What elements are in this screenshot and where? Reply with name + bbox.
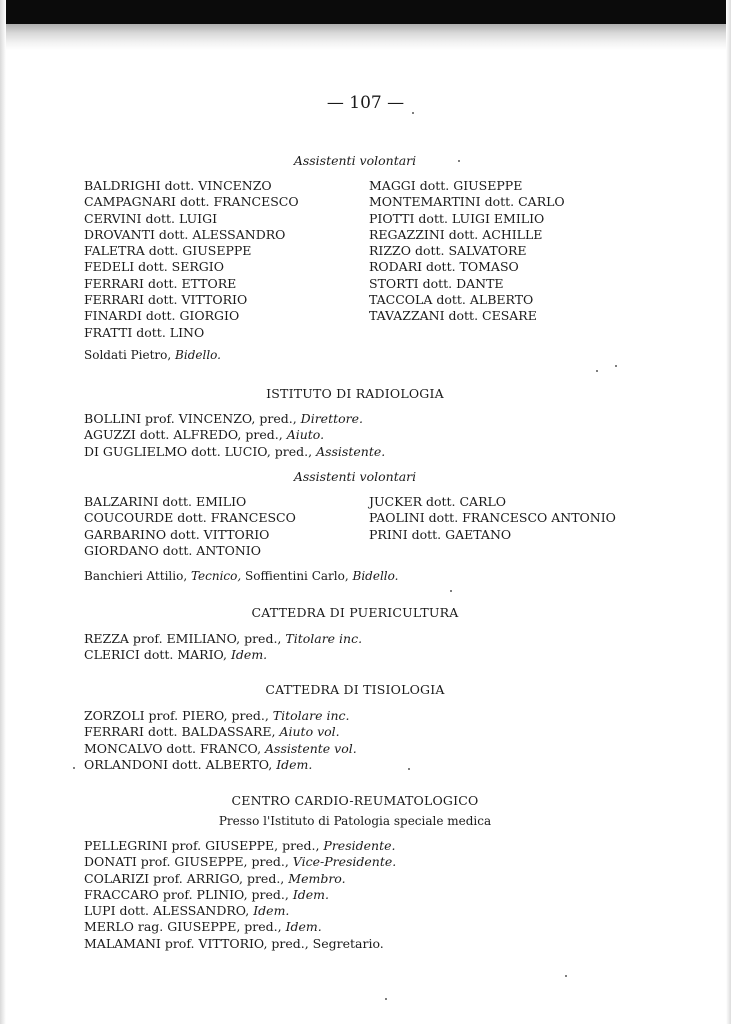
list-item: FERRARI dott. VITTORIO	[84, 292, 248, 308]
list-item: PAOLINI dott. FRANCESCO ANTONIO	[369, 510, 616, 526]
puericultura-list	[84, 631, 362, 664]
list-item	[84, 631, 362, 647]
list-item	[84, 757, 357, 773]
person-name: PELLEGRINI prof. GIUSEPPE, pred.,	[84, 838, 320, 853]
person-name: ZORZOLI prof. PIERO, pred.,	[84, 708, 269, 723]
section-heading-puericultura: CATTEDRA DI PUERICULTURA	[251, 605, 459, 620]
list-item	[84, 411, 385, 427]
person-role: Idem.	[285, 919, 322, 935]
list-item: BALDRIGHI dott. VINCENZO	[84, 178, 272, 193]
scan-speck	[615, 365, 617, 367]
person-name: MALAMANI prof. VITTORIO, pred., Segretario.	[84, 935, 384, 951]
tisiologia-list	[84, 708, 357, 773]
person-name: MONCALVO dott. FRANCO,	[84, 740, 262, 756]
list-item	[84, 838, 396, 854]
list-item	[84, 854, 396, 870]
page-number: — 107 —	[326, 93, 405, 113]
list-item: GIORDANO dott. ANTONIO	[84, 542, 261, 558]
list-item	[84, 427, 385, 443]
list-item	[84, 903, 396, 919]
radiologia-list	[84, 411, 385, 460]
person-role: Idem.	[253, 903, 290, 919]
person-role: Aiuto.	[286, 427, 325, 443]
person-role: Idem.	[230, 647, 268, 663]
section-heading-tisiologia: CATTEDRA DI TISIOLOGIA	[265, 682, 445, 697]
list-item: MONTEMARTINI dott. CARLO	[369, 194, 565, 210]
list-item	[84, 871, 396, 887]
person-name: BOLLINI prof. VINCENZO, pred.,	[84, 411, 297, 426]
staff-name: Banchieri Attilio,	[84, 569, 188, 583]
list-item: RODARI dott. TOMASO	[369, 259, 519, 275]
person-role: Idem.	[276, 756, 313, 772]
person-role: Aiuto vol.	[279, 724, 340, 740]
list-item: FINARDI dott. GIORGIO	[84, 308, 240, 324]
list-item: FEDELI dott. SERGIO	[84, 259, 224, 275]
list-item	[84, 647, 362, 663]
volontari-right-column	[369, 178, 565, 325]
list-item: JUCKER dott. CARLO	[369, 494, 507, 509]
section-heading-radiologia-volontari: Assistenti volontari	[293, 469, 417, 484]
list-item: PIOTTI dott. LUIGI EMILIO	[369, 210, 545, 226]
scan-speck	[458, 160, 460, 162]
list-item: FERRARI dott. ETTORE	[84, 275, 237, 291]
list-item	[84, 741, 357, 757]
person-role: Membro.	[288, 870, 346, 886]
scan-speck	[73, 767, 75, 769]
scan-speck	[450, 590, 452, 592]
section-heading-volontari: Assistenti volontari	[293, 153, 417, 168]
list-item	[84, 724, 357, 740]
person-name: REZZA prof. EMILIANO, pred.,	[84, 631, 282, 646]
person-role: Assistente vol.	[265, 740, 357, 756]
list-item: FRATTI dott. LINO	[84, 324, 205, 340]
volontari-left-column	[84, 178, 299, 341]
list-item	[84, 936, 396, 952]
list-item	[84, 919, 396, 935]
list-item: DROVANTI dott. ALESSANDRO	[84, 226, 286, 242]
list-item: BALZARINI dott. EMILIO	[84, 494, 247, 509]
list-item: FALETRA dott. GIUSEPPE	[84, 243, 252, 259]
person-name: COLARIZI prof. ARRIGO, pred.,	[84, 870, 285, 886]
cardio-list	[84, 838, 396, 952]
staff-role: Bidello.	[352, 569, 399, 583]
scan-speck	[565, 975, 567, 977]
person-role: Idem.	[292, 886, 329, 902]
person-name: DONATI prof. GIUSEPPE, pred.,	[84, 854, 289, 870]
scan-top-border	[0, 0, 731, 24]
list-item: CERVINI dott. LUIGI	[84, 210, 218, 226]
scan-noise-band	[0, 24, 731, 50]
section-heading-cardio: CENTRO CARDIO-REUMATOLOGICO	[231, 793, 479, 808]
list-item: RIZZO dott. SALVATORE	[369, 243, 527, 259]
scan-speck	[412, 112, 414, 114]
person-name: FERRARI dott. BALDASSARE,	[84, 724, 276, 740]
scan-speck	[385, 998, 387, 1000]
list-item: TAVAZZANI dott. CESARE	[369, 308, 537, 324]
section-heading-radiologia: ISTITUTO DI RADIOLOGIA	[266, 386, 444, 401]
list-item: REGAZZINI dott. ACHILLE	[369, 226, 543, 242]
person-name: AGUZZI dott. ALFREDO, pred.,	[84, 427, 283, 443]
list-item: STORTI dott. DANTE	[369, 275, 504, 291]
person-role: Presidente.	[323, 838, 396, 853]
person-role: Titolare inc.	[272, 708, 350, 723]
person-role: Direttore.	[300, 411, 363, 426]
list-item: MAGGI dott. GIUSEPPE	[369, 178, 523, 193]
list-item	[84, 708, 357, 724]
staff-role: Bidello.	[175, 348, 221, 362]
staff-line-radiologia	[84, 569, 398, 583]
radiologia-volontari-right	[369, 494, 616, 543]
person-name: CLERICI dott. MARIO,	[84, 647, 227, 663]
staff-role: Tecnico,	[190, 569, 242, 583]
staff-name: Soldati Pietro,	[84, 348, 172, 362]
person-name: FRACCARO prof. PLINIO, pred.,	[84, 886, 289, 902]
staff-name: Soffientini Carlo,	[245, 569, 349, 583]
list-item	[84, 887, 396, 903]
staff-line-bidello	[84, 348, 221, 362]
person-name: DI GUGLIELMO dott. LUCIO, pred.,	[84, 443, 313, 459]
list-item: COUCOURDE dott. FRANCESCO	[84, 510, 296, 526]
person-name: LUPI dott. ALESSANDRO,	[84, 903, 250, 919]
person-role: Titolare inc.	[285, 631, 363, 646]
radiologia-volontari-left	[84, 494, 296, 559]
list-item: CAMPAGNARI dott. FRANCESCO	[84, 194, 299, 210]
person-role: Vice-Presidente.	[292, 854, 397, 870]
list-item: PRINI dott. GAETANO	[369, 526, 512, 542]
list-item	[84, 444, 385, 460]
section-subheading-cardio: Presso l'Istituto di Patologia speciale medica	[218, 814, 492, 828]
scan-speck	[596, 370, 598, 372]
list-item: GARBARINO dott. VITTORIO	[84, 526, 270, 542]
scan-speck	[408, 768, 410, 770]
person-role: Assistente.	[316, 443, 386, 459]
list-item: TACCOLA dott. ALBERTO	[369, 292, 534, 308]
person-name: ORLANDONI dott. ALBERTO,	[84, 756, 273, 772]
scan-right-edge	[726, 0, 731, 1024]
person-name: MERLO rag. GIUSEPPE, pred.,	[84, 919, 282, 935]
